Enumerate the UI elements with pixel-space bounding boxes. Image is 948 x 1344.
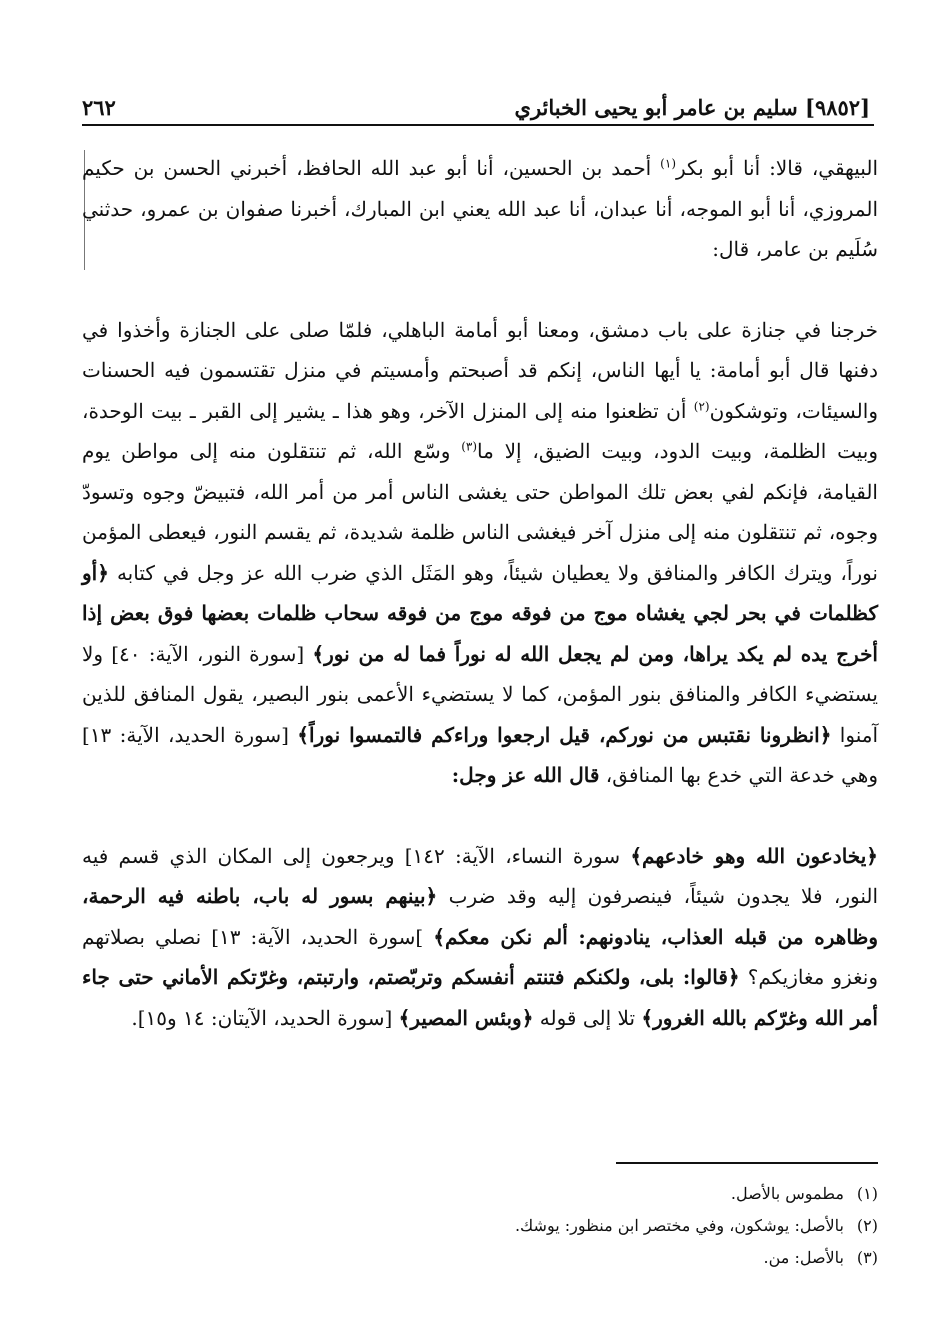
footnote-text: بالأصل: من. (763, 1248, 844, 1267)
footnote-text: مطموس بالأصل. (730, 1184, 844, 1203)
quran-quote: ﴿انظرونا نقتبس من نوركم، قيل ارجعوا وراءكم فالتمسوا نوراً﴾ (297, 722, 832, 747)
text-segment: [سورة النور، الآية: ٤٠] ولا يستضيء الكافر والمنافق بنور المؤمن، كما لا يستضيء الأعمى بنور البصير، يقول المنافق للذين آمنوا (82, 641, 879, 747)
text-segment: ]سورة الحديد، الآية: ١٣] نصلي بصلاتهم ونغزو مغازيكم؟ (82, 924, 878, 989)
quran-quote: ﴿يخادعون الله وهو خادعهم﴾ (630, 843, 878, 868)
text-segment: تلا إلى قوله (533, 1005, 642, 1030)
quran-quote: ﴿أو كظلمات في بحر لجي يغشاه موج من فوقه موج من فوقه سحاب ظلمات بعضها فوق بعض إذا أخرج يده لم يكد يراها، ومن لم يجعل الله له نوراً فما له من نور﴾ (82, 560, 878, 666)
text-segment: خرجنا في جنازة على باب دمشق، ومعنا أبو أمامة الباهلي، فلمّا صلى على الجنازة وأخذوا في دفنها قال أبو أمامة: يا أيها الناس، إنكم قد أصبحتم وأمسيتم في منزل تقتسمون فيه الحسنات والسيئات، وتوشكون (82, 317, 879, 423)
footnote (82, 1242, 878, 1274)
footnote (82, 1178, 878, 1210)
footnote-number: (٢) (856, 1216, 878, 1235)
footnote (82, 1210, 878, 1242)
text-segment: أن تظعنوا منه إلى المنزل الآخر، وهو هذا ـ يشير إلى القبر ـ بيت الوحدة، وبيت الظلمة، وبيت الدود، وبيت الضيق، إلا ما (82, 398, 878, 463)
page-number: ٢٦٢ (82, 95, 116, 120)
page-header (82, 84, 870, 120)
text-segment: [سورة الحديد، الآيتان: ١٤ و١٥]. (131, 1005, 399, 1030)
text-segment: أحمد بن الحسين، أنا أبو عبد الله الحافظ، أخبرني الحسن بن حكيم المروزي، أنا أبو الموجه، أنا عبدان، أنا عبد الله يعني ابن المبارك، أخبرنا صفوان بن عمرو، حدثني سُلَيم بن عامر، قال: (82, 156, 878, 261)
header-rule (82, 124, 874, 126)
text-segment: [سورة الحديد، الآية: ١٣] وهي خدعة التي خدع بها المنافق، (82, 722, 878, 787)
footnote-number: (١) (856, 1184, 878, 1203)
footnote-marker: (٢) (693, 398, 710, 413)
quran-quote: ﴿قالوا: بلى، ولكنكم فتنتم أنفسكم وتربّصتم، وارتبتم، وغرّتكم الأماني حتى جاء أمر الله وغرّكم بالله الغرور﴾ (82, 965, 878, 1030)
paragraph-gap (82, 270, 878, 310)
footnote-number: (٣) (856, 1248, 878, 1267)
paragraph-gap (82, 796, 878, 836)
quran-quote: ﴿بينهم بسور له باب، باطنه فيه الرحمة، وظاهره من قبله العذاب، ينادونهم: ألم نكن معكم﴾ (82, 884, 878, 949)
quran-quote: ﴿وبئس المصير﴾ (398, 1005, 534, 1030)
text-segment: سورة النساء، الآية: ١٤٢] ويرجعون إلى المكان الذي قسم فيه النور، فلا يجدون شيئاً، فينصرفون إليه وقد ضرب (82, 843, 878, 908)
paragraph (82, 148, 878, 270)
running-title: [٩٨٥٢] سليم بن عامر أبو يحيى الخبائري (514, 95, 870, 120)
footnote-marker: (١) (660, 156, 676, 171)
text-segment: وسّع الله، ثم تنتقلون منه إلى مواطن يوم القيامة، فإنكم لفي بعض تلك المواطن حتى يغشى الناس أمر من أمر الله، فتبيضّ وجوه وتسودّ وجوه، ثم تنتقلون منه إلى منزل آخر فيغشى الناس ظلمة شديدة، ثم يقسم النور، فيعطى المؤمن نوراً، ويترك الكافر والمنافق ولا يعطيان شيئاً، وهو المَثَل الذي ضرب الله عز وجل في كتابه (82, 439, 878, 585)
main-text (82, 148, 878, 1038)
footnote-rule (616, 1162, 878, 1164)
footnote-marker: (٣) (461, 439, 478, 454)
text-segment: البيهقي، قالا: أنا أبو بكر (676, 156, 878, 180)
paragraph (82, 310, 878, 796)
quran-quote: قال الله عز وجل: (451, 763, 600, 787)
paragraph (82, 836, 878, 1039)
footnote-text: بالأصل: يوشكون، وفي مختصر ابن منظور: يوشك. (514, 1216, 844, 1235)
footnotes (82, 1178, 878, 1274)
